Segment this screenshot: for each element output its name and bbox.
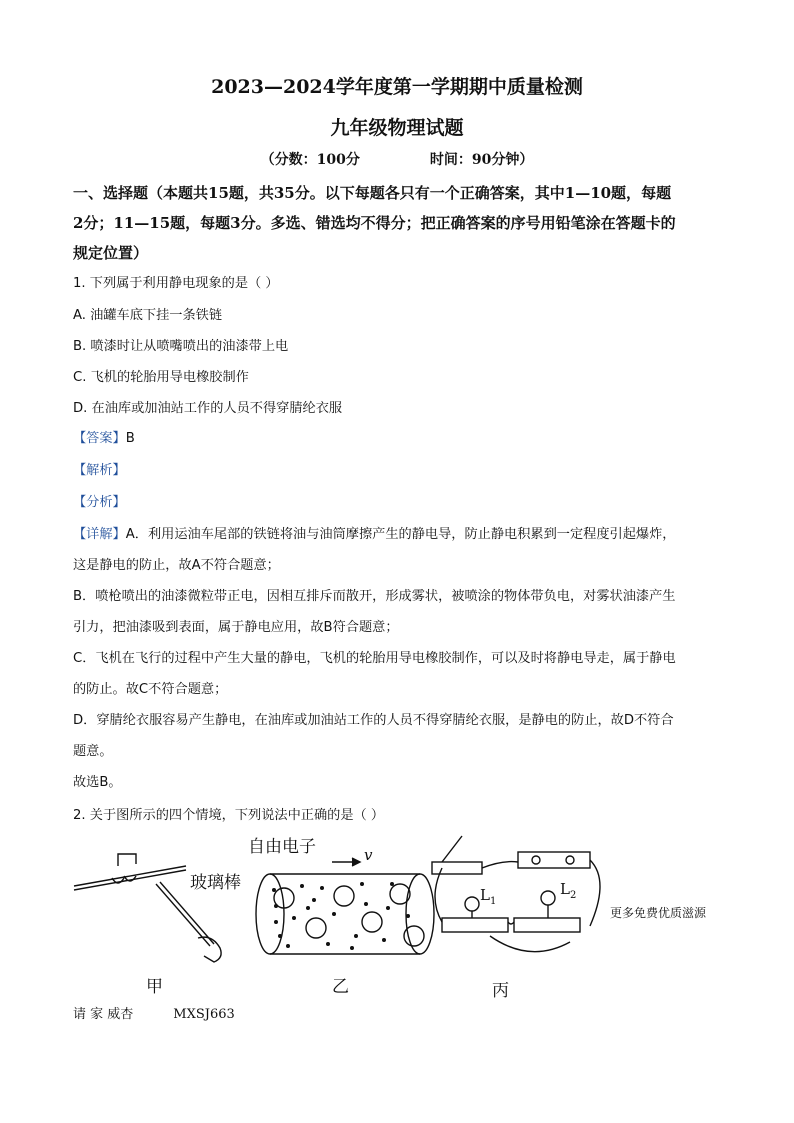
panel-yi-drawing xyxy=(256,858,434,954)
q2-stem: 2. 关于图所示的四个情境，下列说法中正确的是（ ） xyxy=(73,808,385,823)
exam-title: 2023—2024学年度第一学期期中质量检测 xyxy=(211,76,583,98)
velocity-label: v xyxy=(364,846,373,864)
analysis-tag: 【解析】 xyxy=(73,463,126,478)
footer-note xyxy=(73,1003,235,1022)
glass-rod-label: 玻璃棒 xyxy=(190,873,241,893)
detail-line-7: D．穿腈纶衣服容易产生静电，在油库或加油站工作的人员不得穿腈纶衣服，是静电的防止，故D不符合 xyxy=(73,713,674,728)
fenxi-tag: 【分析】 xyxy=(73,495,126,510)
detail-line-1 xyxy=(73,525,733,545)
answer-value: B xyxy=(125,431,135,446)
panel-bing-label: 丙 xyxy=(492,981,509,1001)
detail-tag: 【详解】 xyxy=(73,527,126,542)
time-info: 时间：90分钟） xyxy=(429,152,534,168)
panel-jia-label: 甲 xyxy=(146,977,163,997)
q2-figure xyxy=(70,826,730,1001)
score-info: （分数：100分 xyxy=(260,152,360,168)
detail-line-6: 的防止。故C不符合题意； xyxy=(73,682,228,697)
detail-line-8: 题意。 xyxy=(73,744,113,759)
lamp-l1-label: $L_1$ xyxy=(480,886,497,907)
q1-answer xyxy=(73,429,733,449)
footer-left-text: 请 家 威杏 xyxy=(73,1007,134,1022)
panel-yi-label: 乙 xyxy=(332,977,349,997)
answer-tag: 【答案】 xyxy=(73,431,126,446)
exam-info xyxy=(0,149,794,169)
q1-option-c: C. 飞机的轮胎用导电橡胶制作 xyxy=(73,370,249,385)
exam-subtitle: 九年级物理试题 xyxy=(330,117,464,139)
section-heading-line3: 规定位置） xyxy=(73,244,149,262)
footer-code: MXSJ663 xyxy=(173,1007,235,1022)
section-heading-line1: 一、选择题（本题共15题，共35分。以下每题各只有一个正确答案，其中1—10题，每题 xyxy=(73,184,672,202)
section-heading-line2: 2分；11—15题，每题3分。多选、错选均不得分；把正确答案的序号用铅笔涂在答题卡的 xyxy=(73,214,676,232)
q1-option-b: B. 喷漆时让从喷嘴喷出的油漆带上电 xyxy=(73,339,289,354)
detail-line-4: 引力，把油漆吸到表面，属于静电应用，故B符合题意； xyxy=(73,620,399,635)
lamp-l2-label: $L_2$ xyxy=(560,880,577,901)
watermark-text: 更多免费优质滋源 xyxy=(610,906,707,920)
detail-line-2: 这是静电的防止，故A不符合题意； xyxy=(73,558,280,573)
detail-line-9: 故选B。 xyxy=(73,775,122,790)
detail-text-1: A．利用运油车尾部的铁链将油与油筒摩擦产生的静电导，防止静电积累到一定程度引起爆炸， xyxy=(125,527,676,542)
detail-line-3: B．喷枪喷出的油漆微粒带正电，因相互排斥而散开，形成雾状，被喷涂的物体带负电，对雾状油漆产生 xyxy=(73,589,676,604)
free-electrons-label: 自由电子 xyxy=(248,837,316,857)
detail-line-5: C．飞机在飞行的过程中产生大量的静电，飞机的轮胎用导电橡胶制作，可以及时将静电导走，属于静电 xyxy=(73,651,676,666)
q1-stem: 1. 下列属于利用静电现象的是（ ） xyxy=(73,276,279,291)
q1-option-d: D. 在油库或加油站工作的人员不得穿腈纶衣服 xyxy=(73,401,343,416)
q1-option-a: A. 油罐车底下挂一条铁链 xyxy=(73,308,223,323)
